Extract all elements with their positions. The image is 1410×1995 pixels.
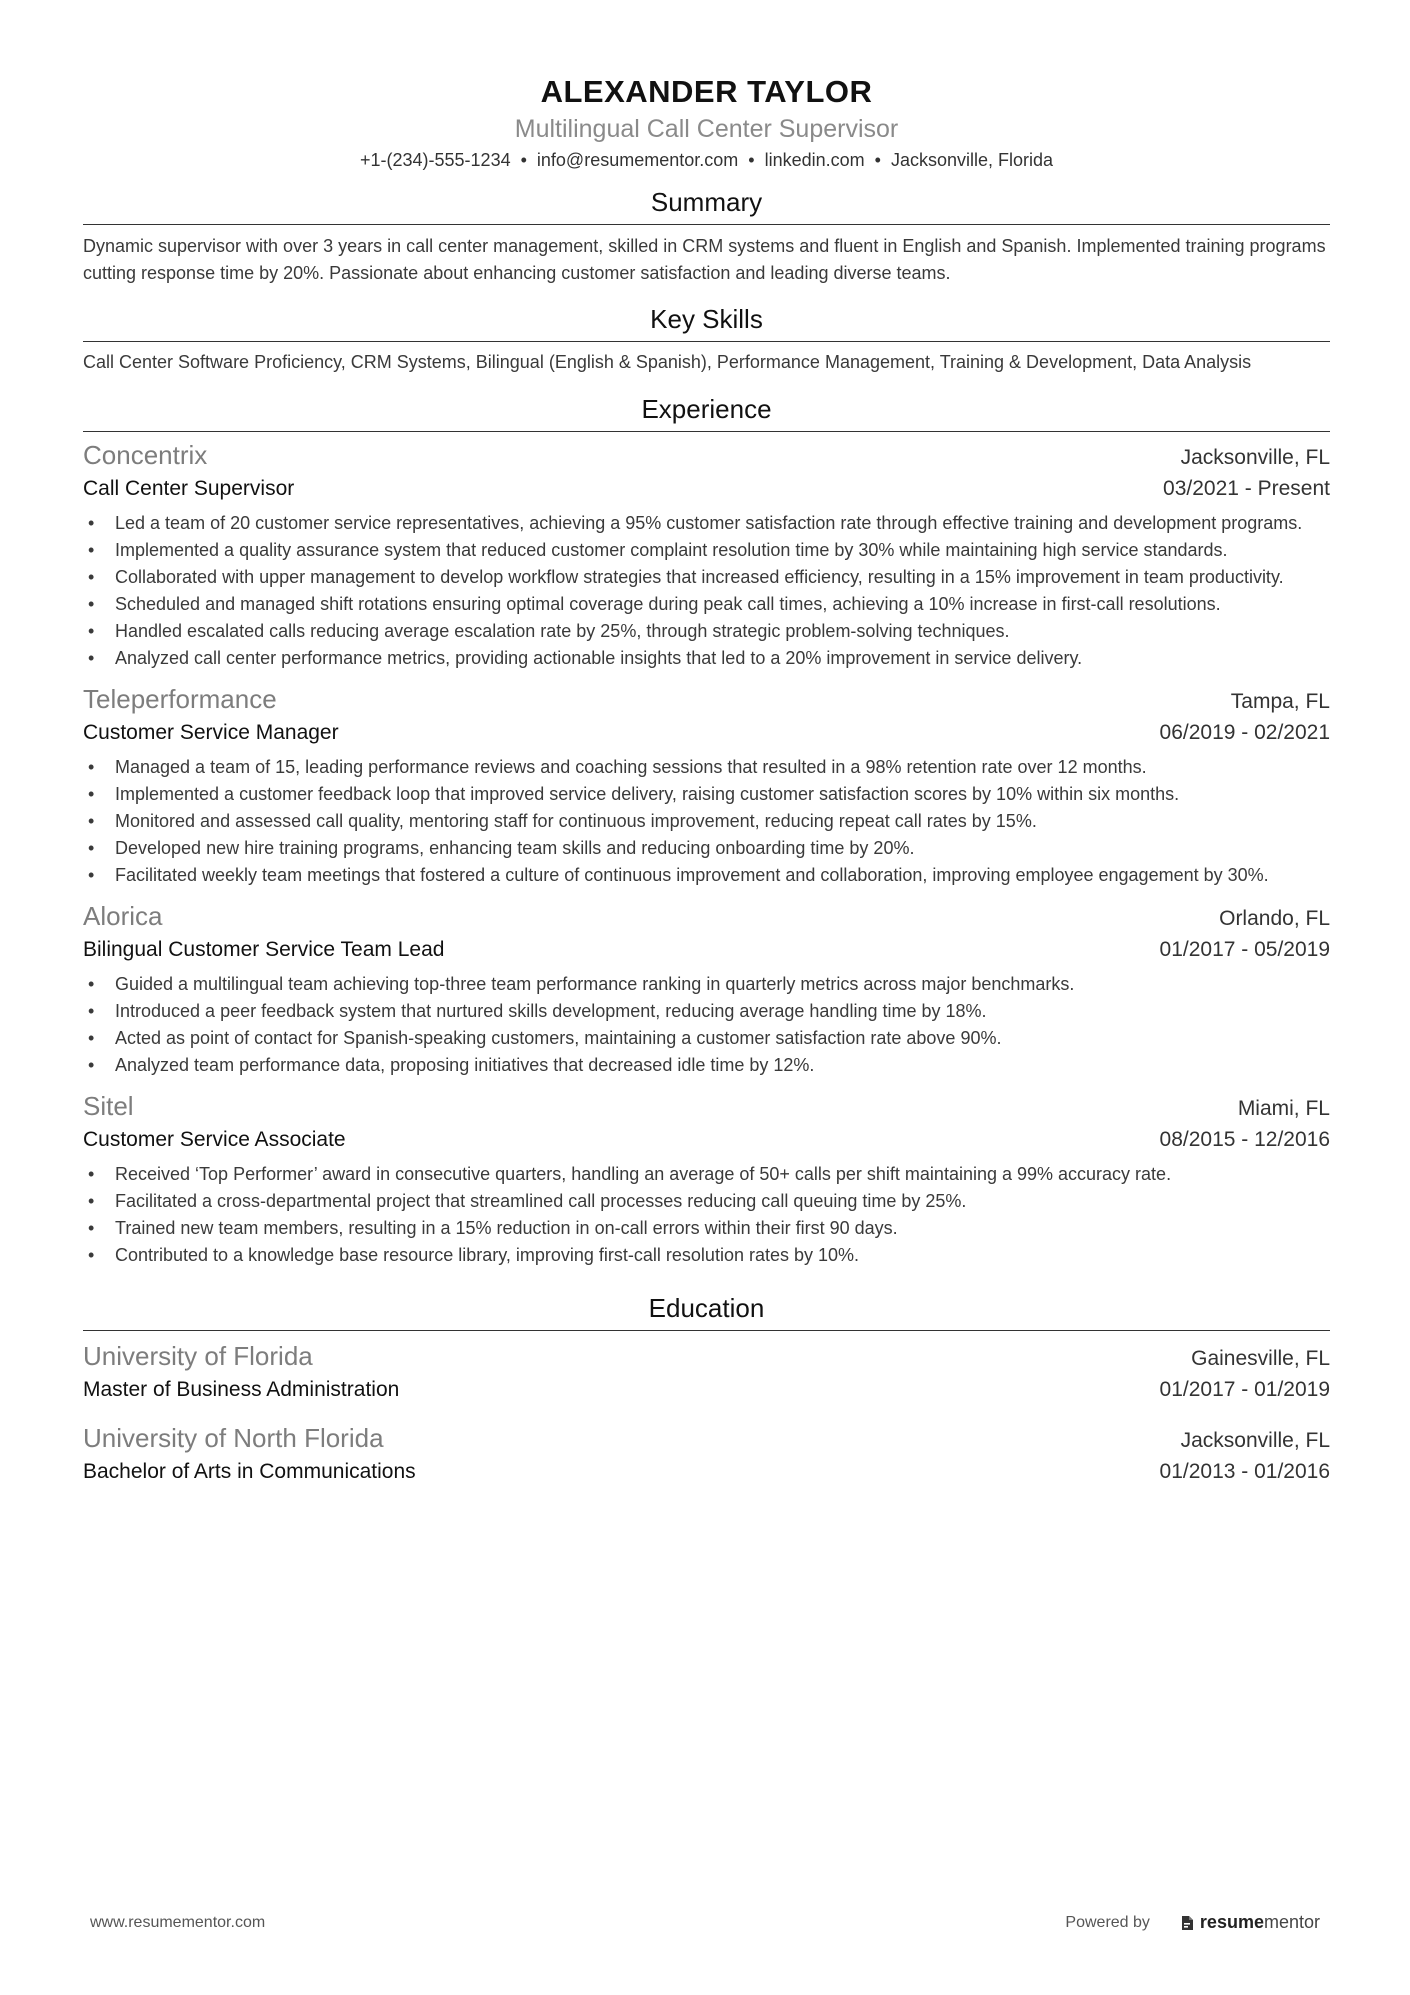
- job-dates: 03/2021 - Present: [1163, 477, 1330, 500]
- job-role: Bilingual Customer Service Team Lead: [83, 938, 445, 961]
- contact-location: Jacksonville, Florida: [890, 150, 1053, 170]
- job-bullet: • Trained new team members, resulting in a 15% reduction in on-call errors within their first 90 days.: [83, 1215, 1330, 1242]
- job-bullet: • Led a team of 20 customer service representatives, achieving a 95% customer satisfaction rate through effective training and development programs.: [83, 510, 1330, 537]
- summary-section: [83, 185, 1330, 286]
- resume-page: [83, 72, 1330, 1487]
- page-footer: [90, 1912, 1320, 1933]
- contact-phone: +1-(234)-555-1234: [359, 150, 511, 170]
- degree-name: Bachelor of Arts in Communications: [83, 1460, 416, 1483]
- experience-heading: Experience: [83, 392, 1330, 432]
- contact-separator: •: [874, 150, 881, 170]
- candidate-title: Multilingual Call Center Supervisor: [514, 115, 899, 143]
- school-name: University of North Florida: [83, 1423, 384, 1453]
- skills-text: Call Center Software Proficiency, CRM Systems, Bilingual (English & Spanish), Performance Management, Training & Development, Data Analysis: [83, 352, 1252, 372]
- experience-section: [83, 392, 1330, 1269]
- candidate-name: ALEXANDER TAYLOR: [540, 74, 873, 109]
- contact-separator: •: [748, 150, 755, 170]
- job-bullet: • Handled escalated calls reducing average escalation rate by 25%, through strategic problem-solving techniques.: [83, 618, 1330, 645]
- contact-email[interactable]: info@resumementor.com: [536, 150, 739, 170]
- job-bullet: • Managed a team of 15, leading performance reviews and coaching sessions that resulted in a 98% retention rate over 12 months.: [83, 754, 1330, 781]
- job-bullet: • Analyzed call center performance metrics, providing actionable insights that led to a 20% improvement in service delivery.: [83, 645, 1330, 672]
- contact-line: [83, 147, 1330, 173]
- contact-linkedin[interactable]: linkedin.com: [764, 150, 865, 170]
- job-bullet: • Received ‘Top Performer’ award in consecutive quarters, handling an average of 50+ calls per shift maintaining a 99% accuracy rate.: [83, 1161, 1330, 1188]
- education-entry: [83, 1421, 1330, 1487]
- school-name: University of Florida: [83, 1341, 313, 1371]
- job-location: Orlando, FL: [1219, 907, 1330, 930]
- job-bullet: • Collaborated with upper management to develop workflow strategies that increased efficiency, resulting in a 15% improvement in team productivity.: [83, 564, 1330, 591]
- degree-name: Master of Business Administration: [83, 1378, 400, 1401]
- job-role: Customer Service Associate: [83, 1128, 346, 1151]
- powered-by-label: Powered by: [1065, 1913, 1150, 1931]
- education-dates: 01/2017 - 01/2019: [1159, 1378, 1330, 1401]
- job-role: Call Center Supervisor: [83, 477, 295, 500]
- job-bullet: • Facilitated a cross-departmental project that streamlined call processes reducing call queuing time by 25%.: [83, 1188, 1330, 1215]
- footer-website-link[interactable]: www.resumementor.com: [90, 1913, 266, 1931]
- brand-logo-link[interactable]: [1180, 1912, 1320, 1933]
- job-dates: 08/2015 - 12/2016: [1159, 1128, 1330, 1151]
- job-bullet: • Developed new hire training programs, enhancing team skills and reducing onboarding time by 20%.: [83, 835, 1330, 862]
- company-name: Alorica: [83, 901, 163, 931]
- experience-entry: [83, 899, 1330, 1079]
- job-location: Tampa, FL: [1230, 690, 1330, 713]
- company-name: Concentrix: [83, 440, 208, 470]
- company-name: Teleperformance: [83, 684, 277, 714]
- job-bullet: • Monitored and assessed call quality, mentoring staff for continuous improvement, reducing repeat call rates by 15%.: [83, 808, 1330, 835]
- summary-heading: Summary: [83, 185, 1330, 225]
- footer-branding: [1065, 1912, 1320, 1933]
- contact-separator: •: [520, 150, 527, 170]
- job-bullets: [83, 971, 1330, 1079]
- resumementor-logo-icon: [1180, 1915, 1194, 1931]
- school-location: Gainesville, FL: [1191, 1347, 1330, 1370]
- job-bullets: [83, 1161, 1330, 1269]
- experience-entry: [83, 1089, 1330, 1269]
- job-bullet: • Analyzed team performance data, proposing initiatives that decreased idle time by 12%.: [83, 1052, 1330, 1079]
- brand-name-bold: resume: [1199, 1912, 1264, 1932]
- summary-text: Dynamic supervisor with over 3 years in call center management, skilled in CRM systems and fluent in English and Spanish. Implemented training programs cutting response time by 20%. Passionate about enhancing customer satisfaction and leading diverse teams.: [83, 236, 1326, 283]
- education-entry: [83, 1339, 1330, 1405]
- job-dates: 01/2017 - 05/2019: [1159, 938, 1330, 961]
- skills-heading: Key Skills: [83, 302, 1330, 342]
- school-location: Jacksonville, FL: [1180, 1429, 1330, 1452]
- job-bullet: • Scheduled and managed shift rotations ensuring optimal coverage during peak call times, achieving a 10% increase in first-call resolutions.: [83, 591, 1330, 618]
- resume-header: [83, 72, 1330, 173]
- job-bullets: [83, 510, 1330, 672]
- job-bullet: • Guided a multilingual team achieving top-three team performance ranking in quarterly metrics across major benchmarks.: [83, 971, 1330, 998]
- experience-entry: [83, 682, 1330, 889]
- job-bullet: • Implemented a customer feedback loop that improved service delivery, raising customer satisfaction scores by 10% within six months.: [83, 781, 1330, 808]
- skills-section: [83, 302, 1330, 374]
- job-bullets: [83, 754, 1330, 889]
- job-location: Miami, FL: [1237, 1097, 1330, 1120]
- education-heading: Education: [83, 1291, 1330, 1331]
- job-bullet: • Introduced a peer feedback system that nurtured skills development, reducing average handling time by 18%.: [83, 998, 1330, 1025]
- job-bullet: • Facilitated weekly team meetings that fostered a culture of continuous improvement and collaboration, improving employee engagement by 30%.: [83, 862, 1330, 889]
- education-dates: 01/2013 - 01/2016: [1159, 1460, 1330, 1483]
- job-bullet: • Contributed to a knowledge base resource library, improving first-call resolution rates by 10%.: [83, 1242, 1330, 1269]
- experience-entry: [83, 438, 1330, 672]
- job-bullet: • Implemented a quality assurance system that reduced customer complaint resolution time by 30% while maintaining high service standards.: [83, 537, 1330, 564]
- brand-name-light: mentor: [1263, 1912, 1320, 1932]
- job-dates: 06/2019 - 02/2021: [1159, 721, 1330, 744]
- job-bullet: • Acted as point of contact for Spanish-speaking customers, maintaining a customer satisfaction rate above 90%.: [83, 1025, 1330, 1052]
- job-role: Customer Service Manager: [83, 721, 339, 744]
- education-section: [83, 1291, 1330, 1487]
- job-location: Jacksonville, FL: [1180, 446, 1330, 469]
- company-name: Sitel: [83, 1091, 134, 1121]
